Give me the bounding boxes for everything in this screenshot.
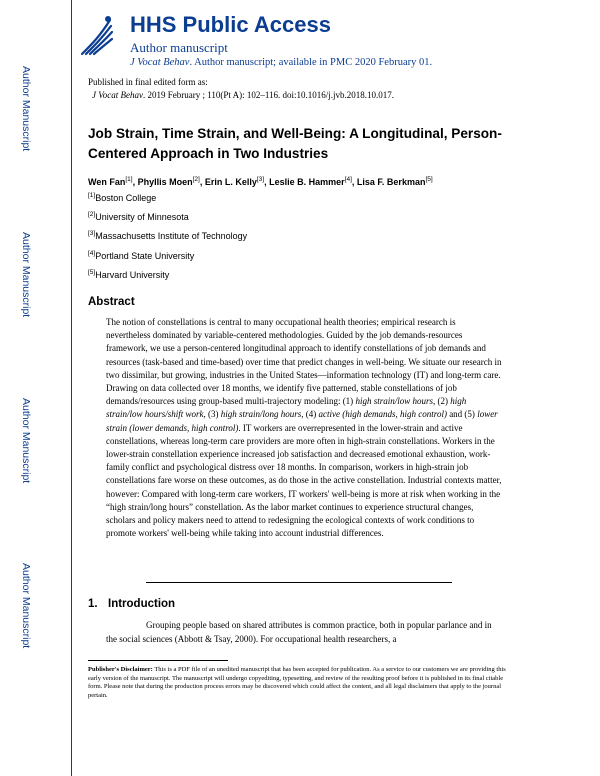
author-separator: , xyxy=(132,177,138,187)
abstract-heading: Abstract xyxy=(88,296,135,308)
sidebar-divider xyxy=(71,0,72,776)
section-title: Introduction xyxy=(108,598,176,610)
hhs-public-access-title: HHS Public Access xyxy=(130,12,331,37)
constellation-name: high strain/low hours/shift work xyxy=(106,396,467,420)
publisher-disclaimer xyxy=(88,666,512,700)
author-separator: , xyxy=(351,177,357,187)
introduction-paragraph: Grouping people based on shared attributes is common practice, both in popular parlance and in the social sciences (Abbott & Tsay, 2000). For occupational health researchers, a xyxy=(106,620,492,644)
author-list xyxy=(88,176,433,187)
author-name: Phyllis Moen xyxy=(137,177,193,187)
affiliation-name: Boston College xyxy=(95,193,157,203)
affiliation-ref: [2] xyxy=(88,211,96,218)
abstract-text: , (2) xyxy=(432,396,451,407)
sidebar-label: Author Manuscript xyxy=(20,398,32,484)
constellation-name: lower strain (lower demands, high control) xyxy=(106,409,498,433)
affiliation-name: Harvard University xyxy=(95,270,170,280)
disclaimer-label: Publisher's Disclaimer: xyxy=(88,666,153,673)
abstract-text: . IT workers are overrepresented in the lower-strain and active constellations, whereas long-term care providers are more often in high-strain constellations. Workers in the lower-strain constellation experience increased job satisfaction and decreased emotional exhaustion, work-family conflict and psychological distress over 18 months. In comparison, workers in high-strain job constellations fare worse on these outcomes, as do those in the active constellation. Industrial contexts matter, however: Compared with long-term care workers, IT workers' well-being is more at risk when working in the “high strain/long hours” constellation. As the labor market continues to experience structural changes, scholars and policy makers need to attend to redesigning the ecological contexts of work conditions to promote workers' well-being while taking into account industrial differences. xyxy=(106,422,502,539)
author-separator: , xyxy=(264,177,270,187)
author-name: Leslie B. Hammer xyxy=(269,177,345,187)
author-name: Lisa F. Berkman xyxy=(356,177,426,187)
affiliation xyxy=(88,269,169,280)
published-label: Published in final edited form as: xyxy=(88,77,208,87)
constellation-name: active (high demands, high control) xyxy=(318,409,447,420)
sidebar-label: Author Manuscript xyxy=(20,232,32,318)
affiliation-ref: [3] xyxy=(88,230,96,237)
abstract-text: The notion of constellations is central to many occupational health theories; empirical research is nevertheless dominated by variable-centered methodologies. Guided by the job demands-resources framework, we use a person-centered longitudinal approach to identify constellations of job demands and resources (task-based and time-based) over time that predict changes in well-being. We situate our research in two dissimilar, but growing, industries in the United States—information technology (IT) and long-term care. Drawing on data collected over 18 months, we identify five patterned, stable constellations of job demands/resources using group-based multi-trajectory modeling: (1) xyxy=(106,317,502,407)
affiliation xyxy=(88,250,194,261)
availability-line xyxy=(130,57,432,68)
affiliation-ref: [4] xyxy=(88,250,96,257)
abstract-text: , (4) xyxy=(301,409,319,420)
journal-abbrev: J Vocat Behav xyxy=(130,57,190,68)
affiliation xyxy=(88,230,247,241)
affiliation-name: University of Minnesota xyxy=(95,212,189,222)
introduction-heading xyxy=(88,598,175,610)
affiliation xyxy=(88,211,189,222)
author-manuscript-label: Author manuscript xyxy=(130,40,228,55)
author-separator: , xyxy=(199,177,205,187)
sidebar-label: Author Manuscript xyxy=(20,563,32,649)
author-ref[interactable]: [2] xyxy=(192,176,200,183)
disclaimer-text: This is a PDF file of an unedited manuscript that has been accepted for publication. As a service to our customers we are providing this early version of the manuscript. The manuscript will undergo copyediting, typesetting, and review of the resulting proof before it is published in its final citable form. Please note that during the production process errors may be discovered which could affect the content, and all legal disclaimers that apply to the journal pertain. xyxy=(88,666,506,699)
citation-journal: J Vocat Behav xyxy=(92,90,143,100)
affiliation-ref: [5] xyxy=(88,269,96,276)
article-title: Job Strain, Time Strain, and Well-Being: A Longitudinal, Person-Centered Approach in Two Industries xyxy=(88,126,502,161)
constellation-name: high strain/long hours xyxy=(220,409,302,420)
author-ref[interactable]: [4] xyxy=(344,176,352,183)
author-ref[interactable]: [5] xyxy=(425,176,433,183)
abstract-text: , (3) xyxy=(203,409,221,420)
author-ref[interactable]: [3] xyxy=(256,176,265,183)
availability-note: . Author manuscript; available in PMC 2020 February 01. xyxy=(189,57,433,68)
constellation-name: high strain/low hours xyxy=(355,396,433,407)
hhs-logo-icon xyxy=(78,14,114,58)
citation-details: . 2019 February ; 110(Pt A): 102–116. doi:10.1016/j.jvb.2018.10.017. xyxy=(142,90,395,100)
section-divider xyxy=(146,582,452,583)
author-ref[interactable]: [1] xyxy=(125,176,133,183)
sidebar-label: Author Manuscript xyxy=(20,66,32,152)
section-number: 1. xyxy=(88,598,98,610)
author-name: Erin L. Kelly xyxy=(204,177,257,187)
footnote-divider xyxy=(88,660,228,661)
affiliation xyxy=(88,192,156,203)
abstract-body xyxy=(106,316,502,540)
abstract-text: and (5) xyxy=(446,409,478,420)
affiliation-ref: [1] xyxy=(88,192,96,199)
author-name: Wen Fan xyxy=(88,177,126,187)
citation-line xyxy=(92,90,394,100)
affiliation-name: Massachusetts Institute of Technology xyxy=(95,231,248,241)
affiliation-name: Portland State University xyxy=(95,251,195,261)
